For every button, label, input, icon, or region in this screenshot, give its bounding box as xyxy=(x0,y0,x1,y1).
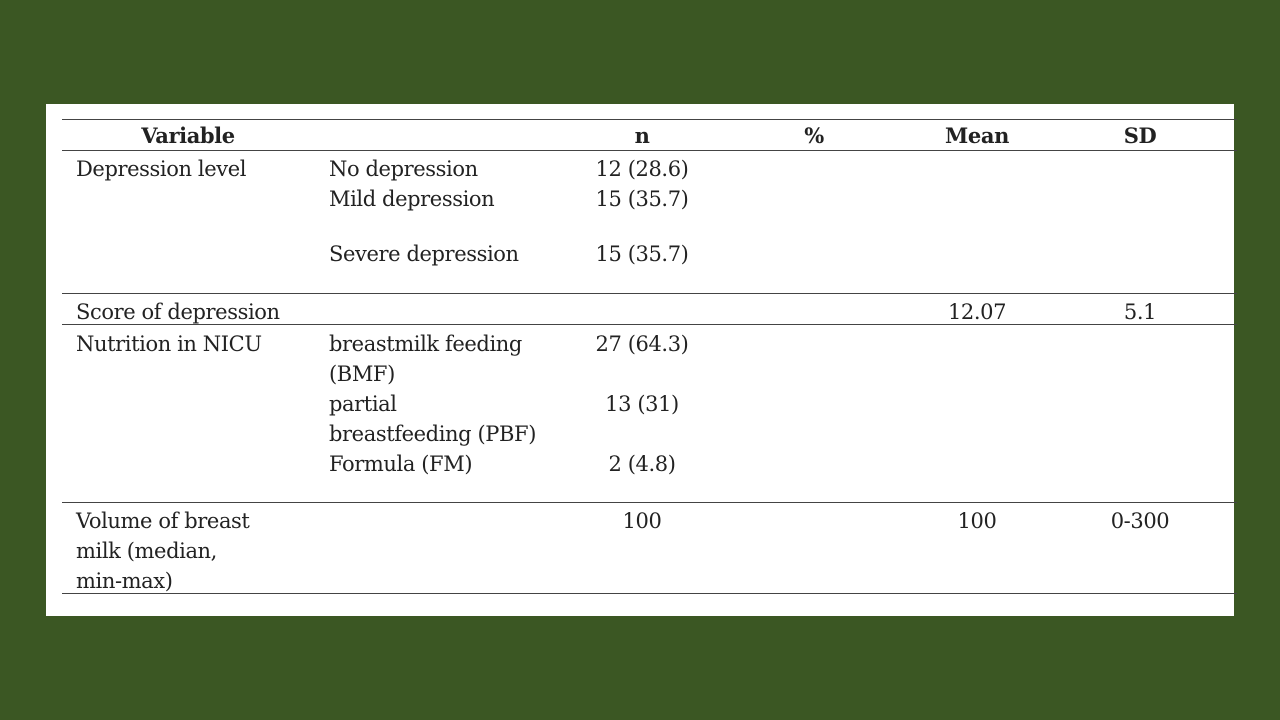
depression-level-label: Depression level xyxy=(76,157,247,181)
header-n: n xyxy=(634,123,650,148)
score-label: Score of depression xyxy=(76,300,280,324)
depression-n-value: 12 (28.6) xyxy=(595,157,689,181)
depression-sub-label: No depression xyxy=(329,157,478,181)
volume-label: min-max) xyxy=(76,569,173,593)
volume-mean-value: 100 xyxy=(957,509,997,533)
score-sd-value: 5.1 xyxy=(1123,300,1157,324)
nutrition-sub-label: Formula (FM) xyxy=(329,452,473,476)
header-bottom-rule xyxy=(62,150,1237,151)
table-panel xyxy=(46,104,1234,616)
volume-label: Volume of breast xyxy=(76,509,250,533)
volume-label: milk (median, xyxy=(76,539,217,563)
nutrition-n-value: 13 (31) xyxy=(605,392,679,416)
nutrition-sub-label: partial xyxy=(329,392,397,416)
depression-n-value: 15 (35.7) xyxy=(595,242,689,266)
score-mean-value: 12.07 xyxy=(947,300,1007,324)
table-bottom-rule xyxy=(62,593,1237,594)
header-sd: SD xyxy=(1123,123,1157,148)
header-percent: % xyxy=(804,123,824,148)
row-divider xyxy=(62,293,1237,294)
header-variable: Variable xyxy=(141,123,235,148)
header-mean: Mean xyxy=(945,123,1009,148)
nutrition-sub-label: breastmilk feeding xyxy=(329,332,522,356)
depression-sub-label: Mild depression xyxy=(329,187,495,211)
table-top-rule xyxy=(62,119,1237,120)
row-divider xyxy=(62,502,1237,503)
nutrition-sub-label: breastfeeding (PBF) xyxy=(329,422,536,446)
depression-n-value: 15 (35.7) xyxy=(595,187,689,211)
nutrition-label: Nutrition in NICU xyxy=(76,332,262,356)
nutrition-n-value: 27 (64.3) xyxy=(595,332,689,356)
volume-sd-value: 0-300 xyxy=(1110,509,1170,533)
nutrition-sub-label: (BMF) xyxy=(329,362,395,386)
volume-n-value: 100 xyxy=(622,509,662,533)
nutrition-n-value: 2 (4.8) xyxy=(608,452,676,476)
depression-sub-label: Severe depression xyxy=(329,242,519,266)
